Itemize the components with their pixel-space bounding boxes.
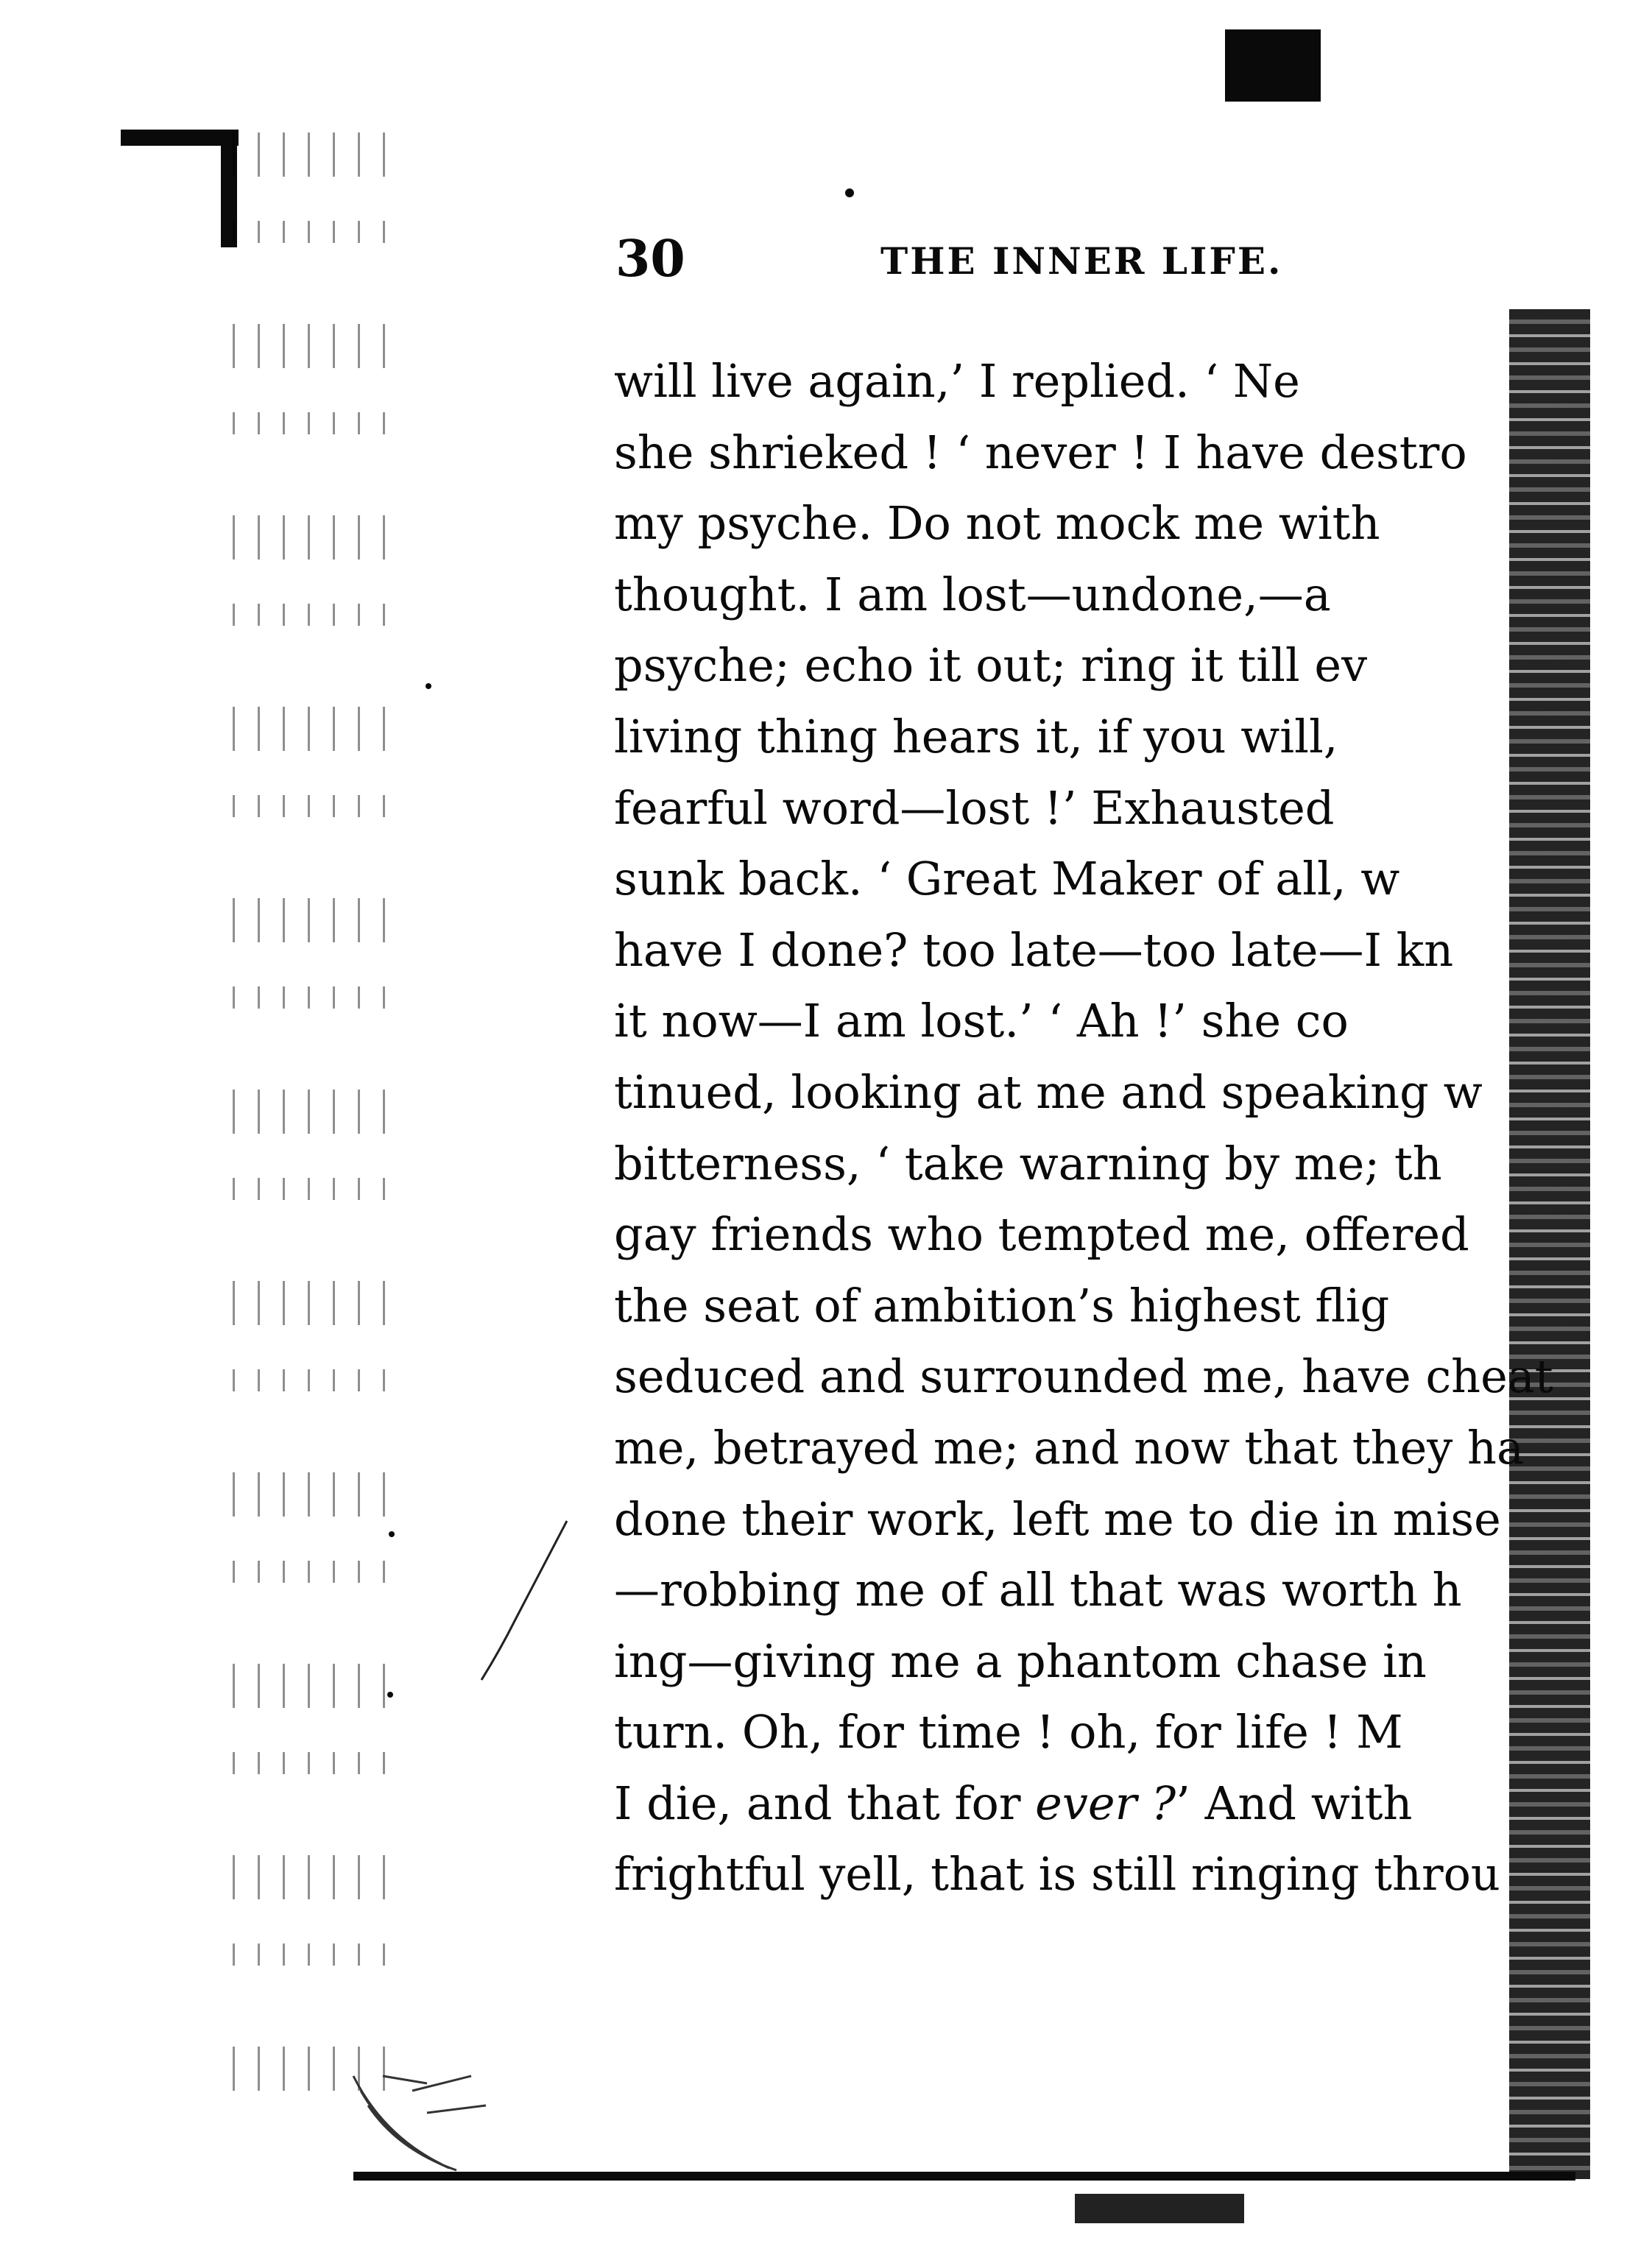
italic-text: ever ?	[1035, 1776, 1176, 1830]
text-line: living thing hears it, if you will,	[614, 709, 1338, 763]
text-line: will live again,’ I replied. ‘ Ne	[614, 354, 1300, 408]
text-line: the seat of ambition’s highest flig	[614, 1278, 1390, 1332]
page-number: 30	[615, 230, 685, 289]
body-text	[614, 346, 1553, 1910]
text-line: thought. I am lost—undone,—a	[614, 567, 1331, 621]
text-line: turn. Oh, for time ! oh, for life ! M	[614, 1705, 1403, 1759]
pencil-mark	[471, 1517, 574, 1686]
ink-dot	[387, 1692, 393, 1698]
text-line: it now—I am lost.’ ‘ Ah !’ she co	[614, 994, 1349, 1048]
text-line: psyche; echo it out; ring it till ev	[614, 638, 1368, 693]
gutter-streaks	[221, 133, 390, 2135]
text-line: —robbing me of all that was worth h	[614, 1563, 1462, 1617]
running-title: THE INNER LIFE.	[880, 239, 1283, 283]
running-head	[615, 230, 1352, 289]
text-line: have I done? too late—too late—I kn	[614, 922, 1454, 977]
ink-dot	[845, 188, 854, 197]
text-line: fearful word—lost !’ Exhausted	[614, 780, 1335, 835]
text-segment: I die, and that for	[614, 1776, 1036, 1830]
text-line	[614, 1768, 1542, 1840]
corner-hatching	[339, 2061, 501, 2172]
text-line: tinued, looking at me and speaking w	[614, 1065, 1483, 1119]
ink-dot	[389, 1531, 395, 1537]
ink-blot-top	[1225, 29, 1321, 102]
text-line: sunk back. ‘ Great Maker of all, w	[614, 852, 1400, 906]
text-line: frightful yell, that is still ringing throu	[614, 1847, 1500, 1902]
text-line: done their work, left me to die in mise	[614, 1491, 1501, 1546]
ink-dot	[426, 683, 431, 689]
text-line: bitterness, ‘ take warning by me; th	[614, 1136, 1442, 1190]
text-line: me, betrayed me; and now that they ha	[614, 1420, 1524, 1475]
text-line: ing—giving me a phantom chase in	[614, 1634, 1427, 1688]
bottom-edge-rule	[353, 2172, 1575, 2181]
ink-blot-bottom	[1075, 2194, 1244, 2223]
text-line: she shrieked ! ‘ never ! I have destro	[614, 425, 1467, 479]
text-line: gay friends who tempted me, offered	[614, 1207, 1469, 1262]
text-line: seduced and surrounded me, have cheat	[614, 1349, 1553, 1404]
text-segment: ’ And with	[1176, 1776, 1413, 1830]
text-line: my psyche. Do not mock me with	[614, 496, 1380, 551]
